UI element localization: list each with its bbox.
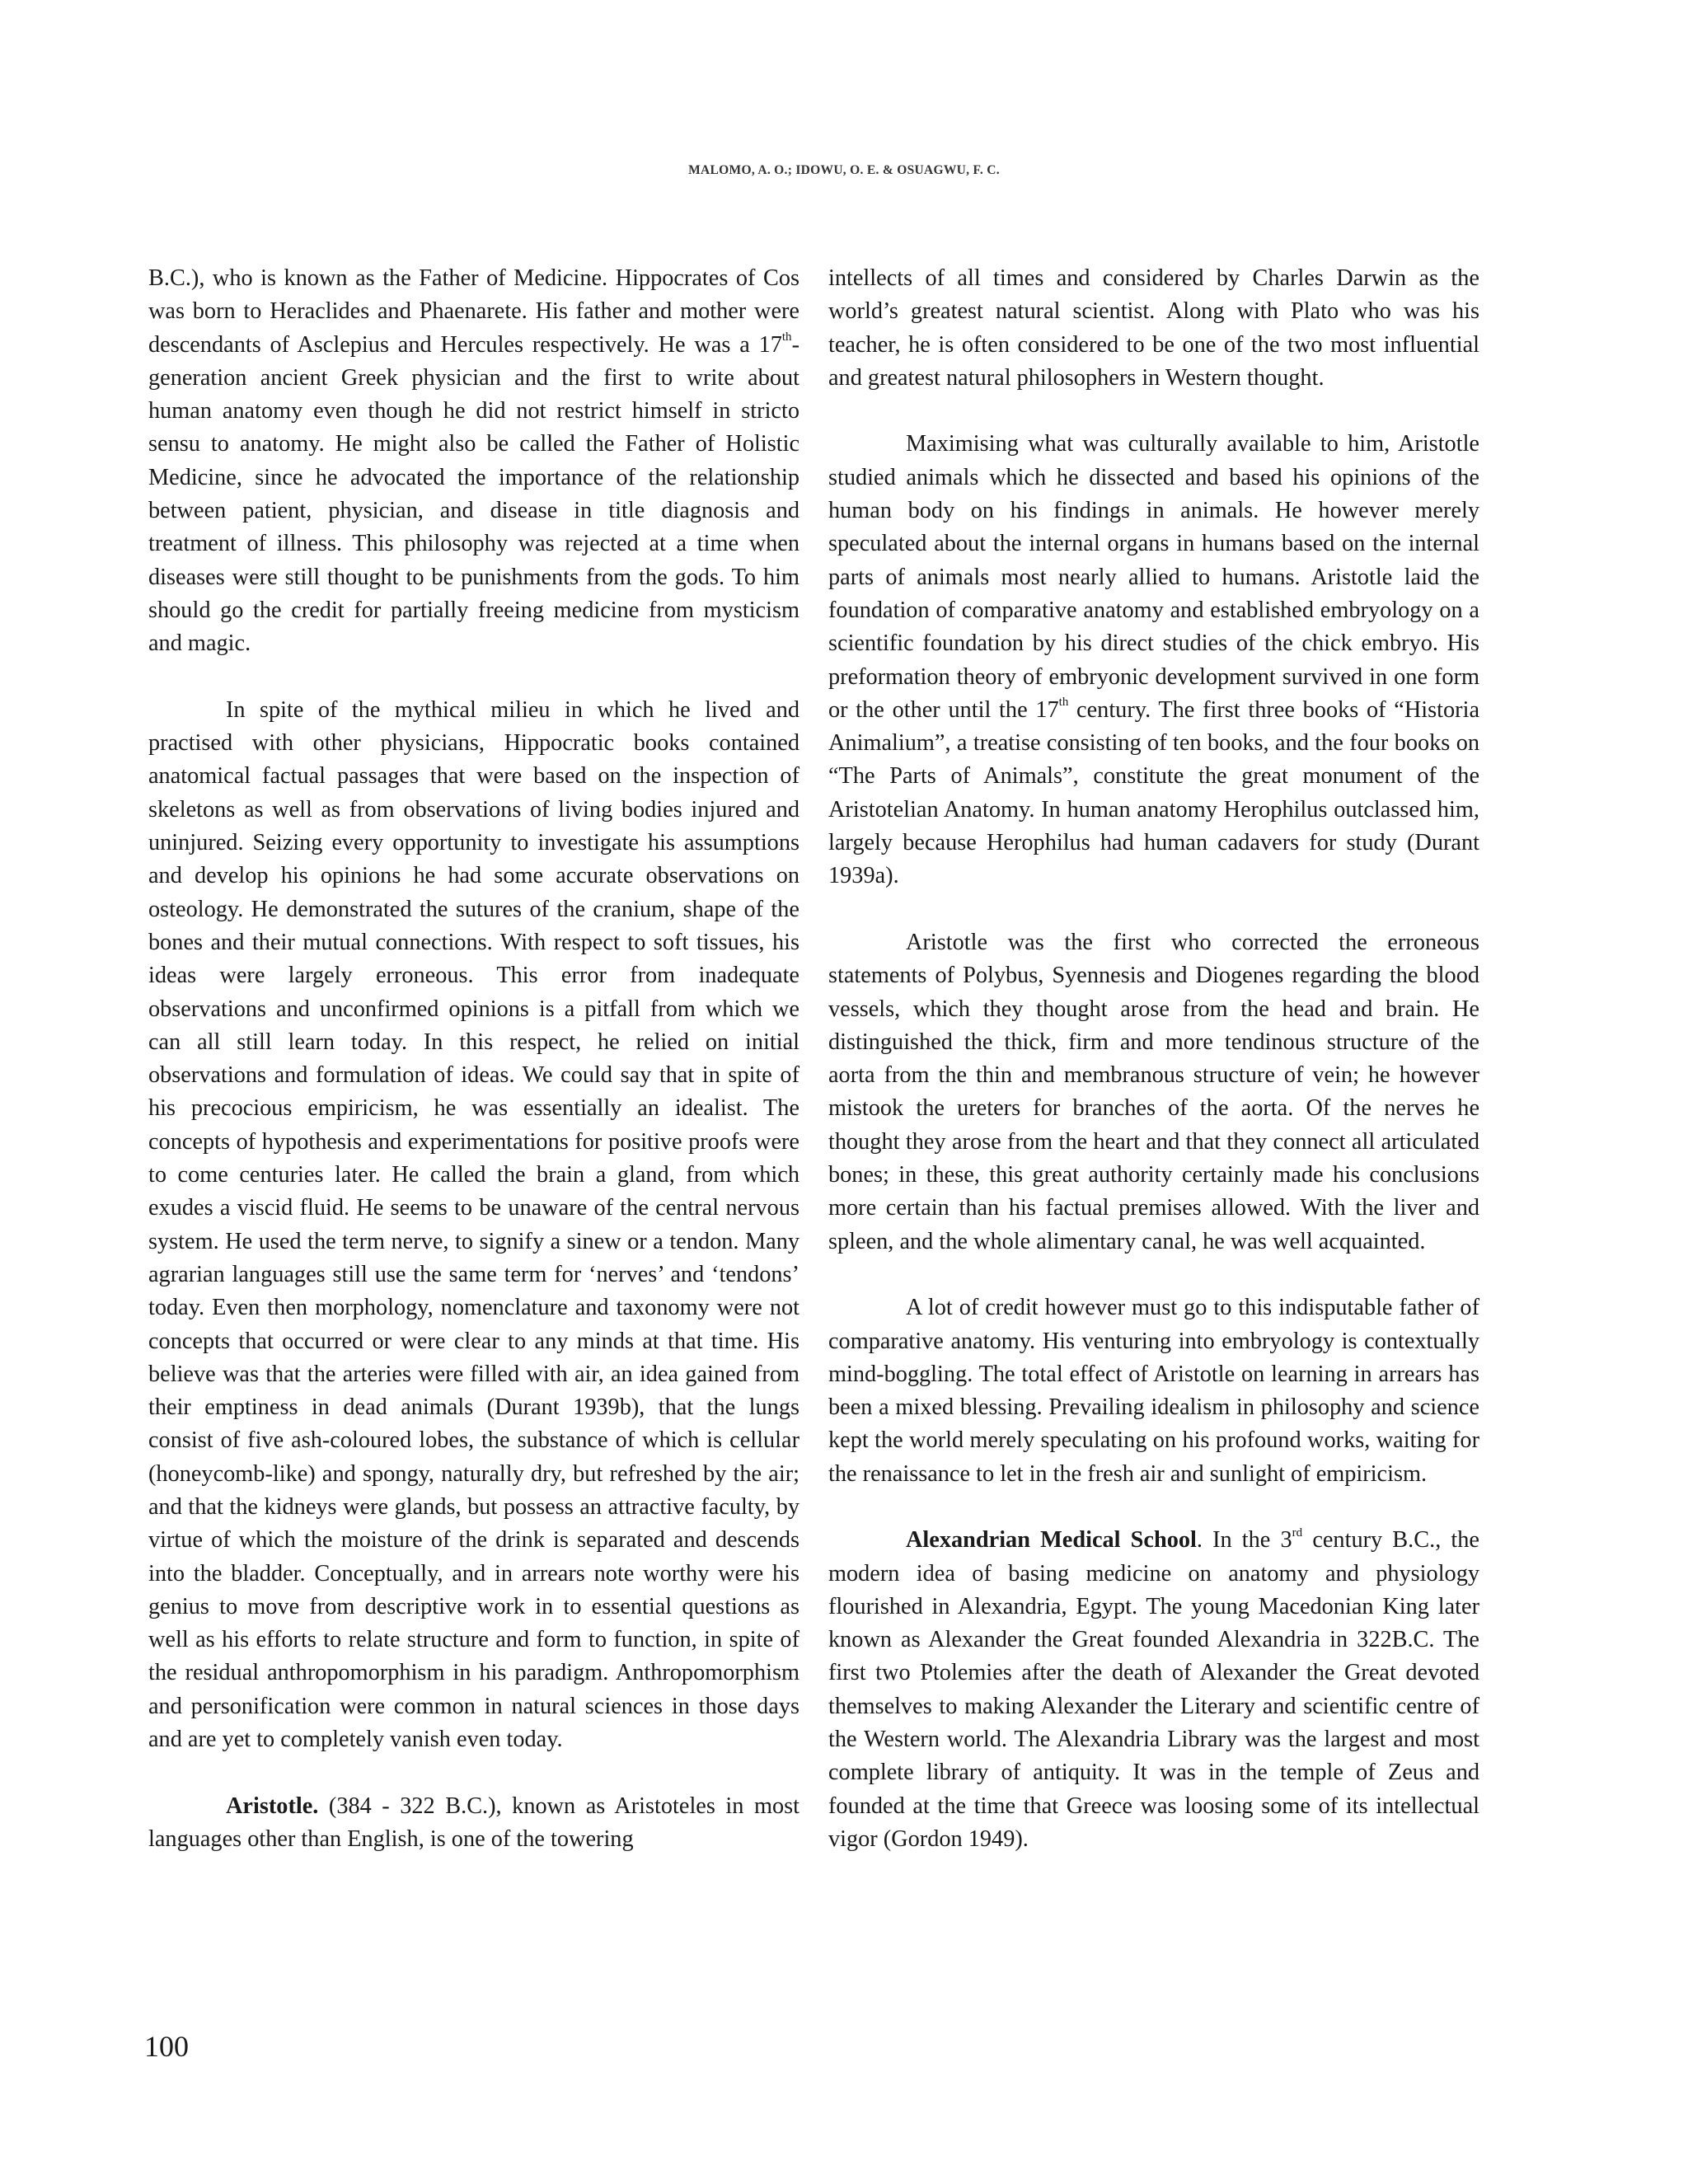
superscript: th	[1058, 696, 1069, 710]
paragraph-text: (384 - 322 B.C.), known as Aristoteles in most languages other than English, is one of the towering	[148, 1793, 799, 1852]
superscript: rd	[1292, 1526, 1303, 1540]
left-column	[148, 262, 799, 1890]
paragraph-hippocrates-intro	[148, 262, 799, 661]
page-number: 100	[144, 2030, 189, 2063]
right-column	[828, 262, 1479, 1890]
paragraph-text: B.C.), who is known as the Father of Medicine. Hippocrates of Cos was born to Heraclides and Phaenarete. His father and mother were descendants of Asclepius and Hercules respectively. He was a 17	[148, 265, 799, 358]
paragraph-text: Maximising what was culturally available to him, Aristotle studied animals which he dissected and based his opinions of the human body on his findings in animals. He however merely speculated about the internal organs in humans based on the internal parts of animals most nearly allied to humans. Aristotle laid the foundation of comparative anatomy and established embryology on a scientific foundation by his direct studies of the chick embryo. His preformation theory of embryonic development survived in one form or the other until the 17	[828, 431, 1479, 723]
paragraph-text: . In the 3	[1196, 1527, 1292, 1554]
paragraph-hippocratic-books: In spite of the mythical milieu in which he lived and practised with other physicians, Hippocratic books contained anatomical factual passages that were based on the inspection of skeletons as well as from observations of living bodies injured and uninjured. Seizing every opportunity to investigate his assumptions and develop his opinions he had some accurate observations on osteology. He demonstrated the sutures of the cranium, shape of the bones and their mutual connections. With respect to soft tissues, his ideas were largely erroneous. This error from inadequate observations and unconfirmed opinions is a pitfall from which we can all still learn today. In this respect, he relied on initial observations and formulation of ideas. We could say that in spite of his precocious empiricism, he was essentially an idealist. The concepts of hypothesis and experimentations for positive proofs were to come centuries later. He called the brain a gland, from which exudes a viscid fluid. He seems to be unaware of the central nervous system. He used the term nerve, to signify a sinew or a tendon. Many agrarian languages still use the same term for ‘nerves’ and ‘tendons’ today. Even then morphology, nomenclature and taxonomy were not concepts that occurred or were clear to any minds at that time. His believe was that the arteries were filled with air, an idea gained from their emptiness in dead animals (Durant 1939b), that the lungs consist of five ash-coloured lobes, the substance of which is cellular (honeycomb-like) and spongy, naturally dry, but refreshed by the air; and that the kidneys were glands, but possess an attractive faculty, by virtue of which the moisture of the drink is separated and descends into the bladder. Conceptually, and in arrears note worthy were his genius to move from descriptive work in to essential questions as well as his efforts to relate structure and form to function, in spite of the residual anthropomorphism in his paradigm. Anthropomorphism and personification were common in natural sciences in those days and are yet to completely vanish even today.	[148, 696, 799, 1753]
section-heading-aristotle: Aristotle.	[226, 1793, 319, 1819]
superscript: th	[781, 330, 792, 344]
paragraph-aristotle-continued: intellects of all times and considered by Charles Darwin as the world’s greatest natural scientist. Along with Plato who was his teacher, he is often considered to be one of the two most influential and greatest natural philosophers in Western thought.	[828, 265, 1479, 391]
running-head-authors: MALOMO, A. O.; IDOWU, O. E. & OSUAGWU, F. C.	[688, 163, 1000, 177]
paragraph-aristotle-corrections: Aristotle was the first who corrected the erroneous statements of Polybus, Syennesis and Diogenes regarding the blood vessels, which they thought arose from the head and brain. He distinguished the thick, firm and more tendinous structure of the aorta from the thin and membranous structure of vein; he however mistook the ureters for branches of the aorta. Of the nerves he thought they arose from the heart and that they connect all articulated bones; in these, this great authority certainly made his conclusions more certain than his factual premises allowed. With the liver and spleen, and the whole alimentary canal, he was well acquainted.	[828, 929, 1479, 1254]
paragraph-aristotle-intro	[148, 1790, 799, 1857]
paragraph-text: -generation ancient Greek physician and the first to write about human anatomy even though he did not restrict himself in stricto sensu to anatomy. He might also be called the Father of Holistic Medicine, since he advocated the importance of the relationship between patient, physician, and disease in title diagnosis and treatment of illness. This philosophy was rejected at a time when diseases were still thought to be punishments from the gods. To him should go the credit for partially freeing medicine from mysticism and magic.	[148, 331, 799, 657]
paragraph-aristotle-dissection	[828, 428, 1479, 893]
section-heading-alexandrian: Alexandrian Medical School	[906, 1527, 1197, 1554]
paragraph-alexandrian-school	[828, 1524, 1479, 1856]
paragraph-text: century. The first three books of “Historia Animalium”, a treatise consisting of ten books, and the four books on “The Parts of Animals”, constitute the great monument of the Aristotelian Anatomy. In human anatomy Herophilus outclassed him, largely because Herophilus had human cadavers for study (Durant 1939a).	[828, 696, 1479, 889]
paragraph-text: century B.C., the modern idea of basing medicine on anatomy and physiology flourished in Alexandria, Egypt. The young Macedonian King later known as Alexander the Great founded Alexandria in 322B.C. The first two Ptolemies after the death of Alexander the Great devoted themselves to making Alexander the Literary and scientific centre of the Western world. The Alexandria Library was the largest and most complete library of antiquity. It was in the temple of Zeus and founded at the time that Greece was loosing some of its intellectual vigor (Gordon 1949).	[828, 1527, 1479, 1852]
paragraph-aristotle-credit: A lot of credit however must go to this indisputable father of comparative anatomy. His venturing into embryology is contextually mind-boggling. The total effect of Aristotle on learning in arrears has been a mixed blessing. Prevailing idealism in philosophy and science kept the world merely speculating on his profound works, waiting for the renaissance to let in the fresh air and sunlight of empiricism.	[828, 1295, 1479, 1487]
